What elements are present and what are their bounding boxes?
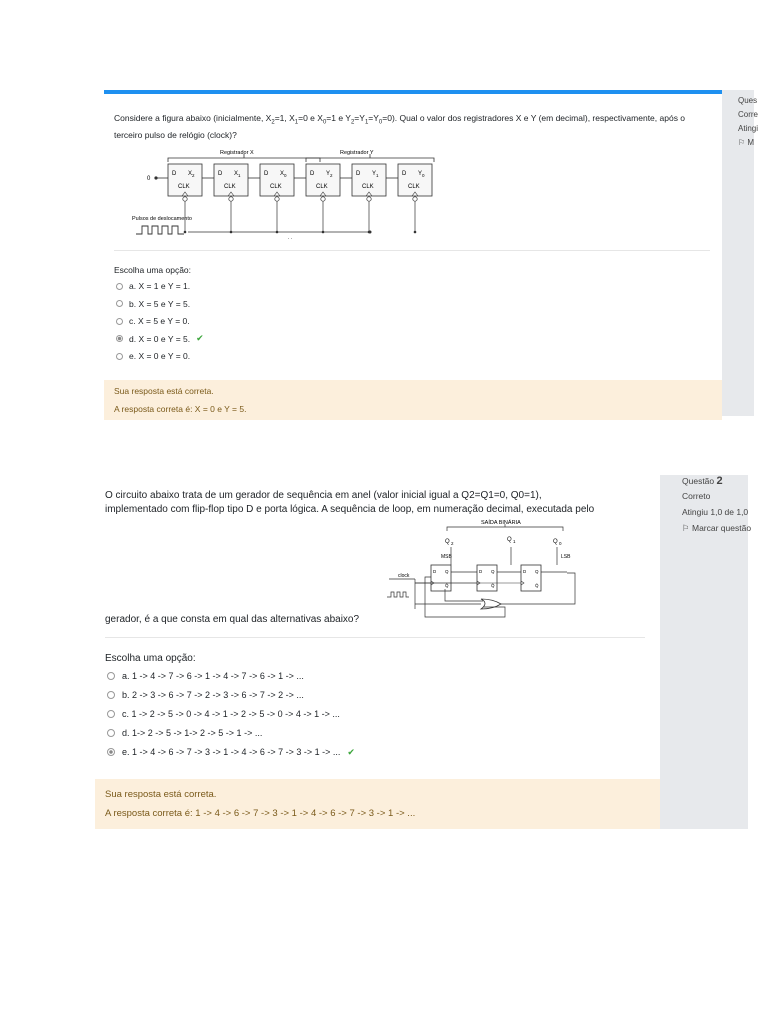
flip-flop-x1 [214,164,260,233]
option-c[interactable]: c. 1 -> 2 -> 5 -> 0 -> 4 -> 1 -> 2 -> 5 -> 0 -> 4 -> 1 -> ... [107,707,355,721]
ring-flip-flop-1 [415,565,477,591]
question-2-text-line2: implementado com flip-flop tipo D e porta lógica. A sequência de loop, em numeração decimal, executada pelo [105,504,595,515]
question-2-text-line1: O circuito abaixo trata de um gerador de sequência em anel (valor inicial igual a Q2=Q1=0, Q0=1), [105,490,542,501]
option-a[interactable]: a. X = 1 e Y = 1. [116,280,204,292]
clock-label: clock [398,573,410,579]
option-e[interactable]: e. X = 0 e Y = 0. [116,350,204,362]
flag-icon: ⚐ [682,523,692,533]
svg-text:CLK: CLK [362,184,374,190]
divider [114,250,710,251]
svg-text:Q̄: Q̄ [491,583,495,588]
svg-text:Y0: $Y_0$ [418,171,425,178]
question-2-text-line3: gerador, é a que consta em qual das alternativas abaixo? [105,614,360,625]
svg-text:D: D [310,171,315,177]
radio-button-selected[interactable] [116,335,123,342]
svg-text:D: D [402,171,407,177]
svg-text:X2: $X_2$ [188,171,195,178]
saida-binaria-label: SAÍDA BINÁRIA [481,520,521,526]
options-list [107,669,355,759]
feedback-correct-text: Sua resposta está correta. [105,789,217,800]
question-1-text: Considere a figura abaixo (inicialmente, $X_2=1$, $X_1=0$ e $X_0=1$ e $Y_2=Y_1=Y_0=0$). Qual o valor dos registradores X e Y (em decimal), respectivamente, após o terceiro pulso de relógio (clock)? [114,113,686,140]
divider [105,637,645,638]
option-e[interactable]: e. 1 -> 4 -> 6 -> 7 -> 3 -> 1 -> 4 -> 6 -> 7 -> 3 -> 1 -> ... ✔ [107,745,355,759]
option-d[interactable]: d. 1-> 2 -> 5 -> 1-> 2 -> 5 -> 1 -> ... [107,726,355,740]
question-1-info-panel [722,90,759,416]
flip-flop-y0 [398,164,432,233]
svg-text:X0: $X_0$ [280,171,287,178]
svg-text:2: 2 [451,541,454,546]
feedback-correct-text: Sua resposta está correta. [114,386,214,396]
svg-text:D: D [433,569,437,574]
radio-button[interactable] [107,710,115,718]
svg-text:Q: Q [445,569,449,574]
option-b[interactable]: b. 2 -> 3 -> 6 -> 7 -> 2 -> 3 -> 6 -> 7 -> 2 -> ... [107,688,355,702]
radio-button[interactable] [107,729,115,737]
option-d[interactable]: d. X = 0 e Y = 5. ✔ [116,333,204,345]
feedback-answer-text: A resposta correta é: X = 0 e Y = 5. [114,404,247,414]
input-zero: 0 [147,176,151,182]
svg-text:Q̄: Q̄ [535,583,539,588]
question-grade: Atingi [738,124,759,133]
option-a[interactable]: a. 1 -> 4 -> 7 -> 6 -> 1 -> 4 -> 7 -> 6 -> 1 -> ... [107,669,355,683]
feedback-box [104,380,722,420]
flip-flop-x0 [260,164,306,233]
check-icon: ✔ [196,333,204,343]
radio-button[interactable] [116,318,123,325]
radio-button[interactable] [116,300,123,307]
svg-text:0: 0 [559,541,562,546]
question-2-info-panel [660,475,752,829]
question-number: Ques [738,96,758,105]
svg-text:CLK: CLK [408,184,420,190]
flip-flop-y1 [352,164,398,233]
svg-text:D: D [479,569,483,574]
question-2-card [95,475,660,829]
register-x-label: Registrador X [220,150,254,156]
svg-text:CLK: CLK [270,184,282,190]
svg-text:X1: $X_1$ [234,171,241,178]
flag-question-link[interactable]: ⚐ Marcar questão [682,523,752,533]
flag-icon: ⚐ [738,138,748,147]
msb-label: MSB [441,554,452,560]
svg-text:D: D [356,171,361,177]
radio-button[interactable] [107,672,115,680]
question-number: Questão 2 [682,475,723,487]
question-status: Corre [738,110,759,119]
svg-text:Y1: $Y_1$ [372,171,379,178]
radio-button[interactable] [107,691,115,699]
option-b[interactable]: b. X = 5 e Y = 5. [116,298,204,310]
radio-button[interactable] [116,283,123,290]
svg-text:CLK: CLK [178,184,190,190]
svg-text:. .: . . [288,235,293,241]
svg-text:D: D [218,171,223,177]
question-grade: Atingiu 1,0 de 1,0 [682,507,749,517]
radio-button-selected[interactable] [107,748,115,756]
svg-text:Q: Q [491,569,495,574]
svg-text:D: D [172,171,177,177]
lsb-label: LSB [561,554,571,560]
ring-counter-diagram [385,517,585,619]
choose-prompt: Escolha uma opção: [114,265,192,275]
option-c[interactable]: c. X = 5 e Y = 0. [116,315,204,327]
shift-register-diagram [130,146,430,242]
question-1-card [104,90,722,420]
flip-flop-x2 [168,164,214,233]
svg-text:Q: Q [507,537,512,543]
pulse-label: Pulsos de deslocamento [132,216,192,222]
question-status: Correto [682,491,711,501]
svg-text:Y2: $Y_2$ [326,171,333,178]
svg-text:CLK: CLK [316,184,328,190]
radio-button[interactable] [116,353,123,360]
choose-prompt: Escolha uma opção: [105,653,196,664]
svg-text:Q̄: Q̄ [445,583,449,588]
feedback-answer-text: A resposta correta é: 1 -> 4 -> 6 -> 7 -> 3 -> 1 -> 4 -> 6 -> 7 -> 3 -> 1 -> ... [105,808,416,819]
options-list [116,280,204,362]
check-icon: ✔ [347,746,355,757]
feedback-box [95,779,660,829]
svg-text:Q: Q [553,539,558,545]
svg-text:D: D [264,171,269,177]
flip-flop-y2 [306,164,352,233]
svg-text:Q: Q [445,539,450,545]
svg-text:CLK: CLK [224,184,236,190]
svg-text:1: 1 [513,539,516,544]
svg-text:D: D [523,569,527,574]
flag-question-link[interactable]: ⚐ M [738,138,755,147]
svg-text:Q: Q [535,569,539,574]
register-y-label: Registrador Y [340,150,374,156]
